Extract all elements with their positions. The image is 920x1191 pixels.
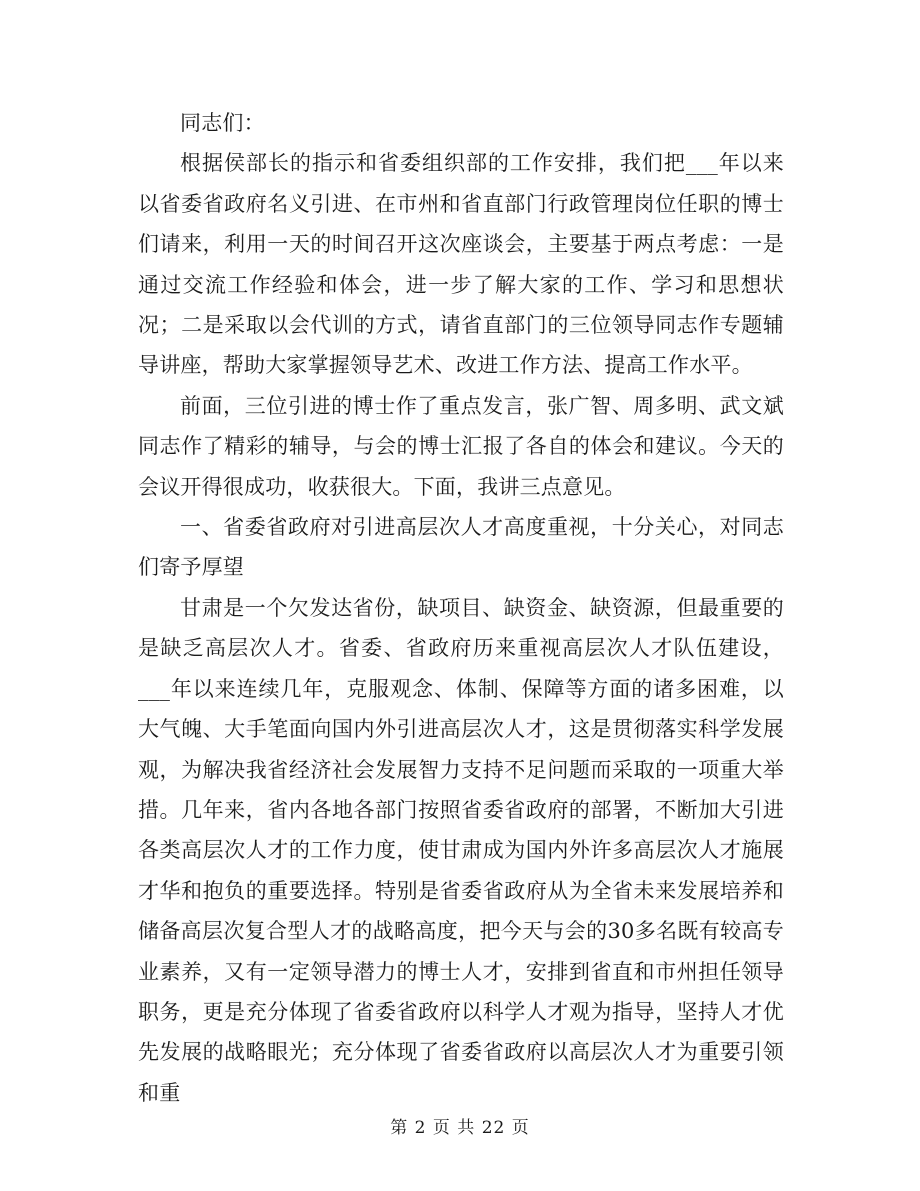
paragraph-summary: 前面，三位引进的博士作了重点发言，张广智、周多明、武文斌同志作了精彩的辅导，与会的博士汇报了各自的体会和建议。今天的会议开得很成功，收获很大。下面，我讲三点意见。 [138, 393, 784, 499]
document-body [138, 103, 784, 1113]
paragraph-gansu: 甘肃是一个欠发达省份，缺项目、缺资金、缺资源，但最重要的是缺乏高层次人才。省委、省政府历来重视高层次人才队伍建设，___年以来连续几年，克服观念、体制、保障等方面的诸多困难，以大气魄、大手笔面向国内外引进高层次人才，这是贯彻落实科学发展观，为解决我省经济社会发展智力支持不足问题而采取的一项重大举措。几年来，省内各地各部门按照省委省政府的部署，不断加大引进各类高层次人才的工作力度，使甘肃成为国内外许多高层次人才施展才华和抱负的重要选择。特别是省委省政府从为全省未来发展培养和储备高层次复合型人才的战略高度，把今天与会的30多名既有较高专业素养，又有一定领导潜力的博士人才，安排到省直和市州担任领导职务，更是充分体现了省委省政府以科学人才观为指导，坚持人才优先发展的战略眼光；充分体现了省委省政府以高层次人才为重要引领和重 [138, 595, 784, 1105]
page-number-footer: 第 2 页 共 22 页 [390, 1118, 530, 1138]
section-heading-1: 一、省委省政府对引进高层次人才高度重视，十分关心，对同志们寄予厚望 [138, 515, 784, 580]
salutation: 同志们： [180, 111, 265, 135]
paragraph-intro: 根据侯部长的指示和省委组织部的工作安排，我们把___年以来以省委省政府名义引进、在市州和省直部门行政管理岗位任职的博士们请来，利用一天的时间召开这次座谈会，主要基于两点考虑：一是通过交流工作经验和体会，进一步了解大家的工作、学习和思想状况；二是采取以会代训的方式，请省直部门的三位领导同志作专题辅导讲座，帮助大家掌握领导艺术、改进工作方法、提高工作水平。 [138, 151, 784, 378]
